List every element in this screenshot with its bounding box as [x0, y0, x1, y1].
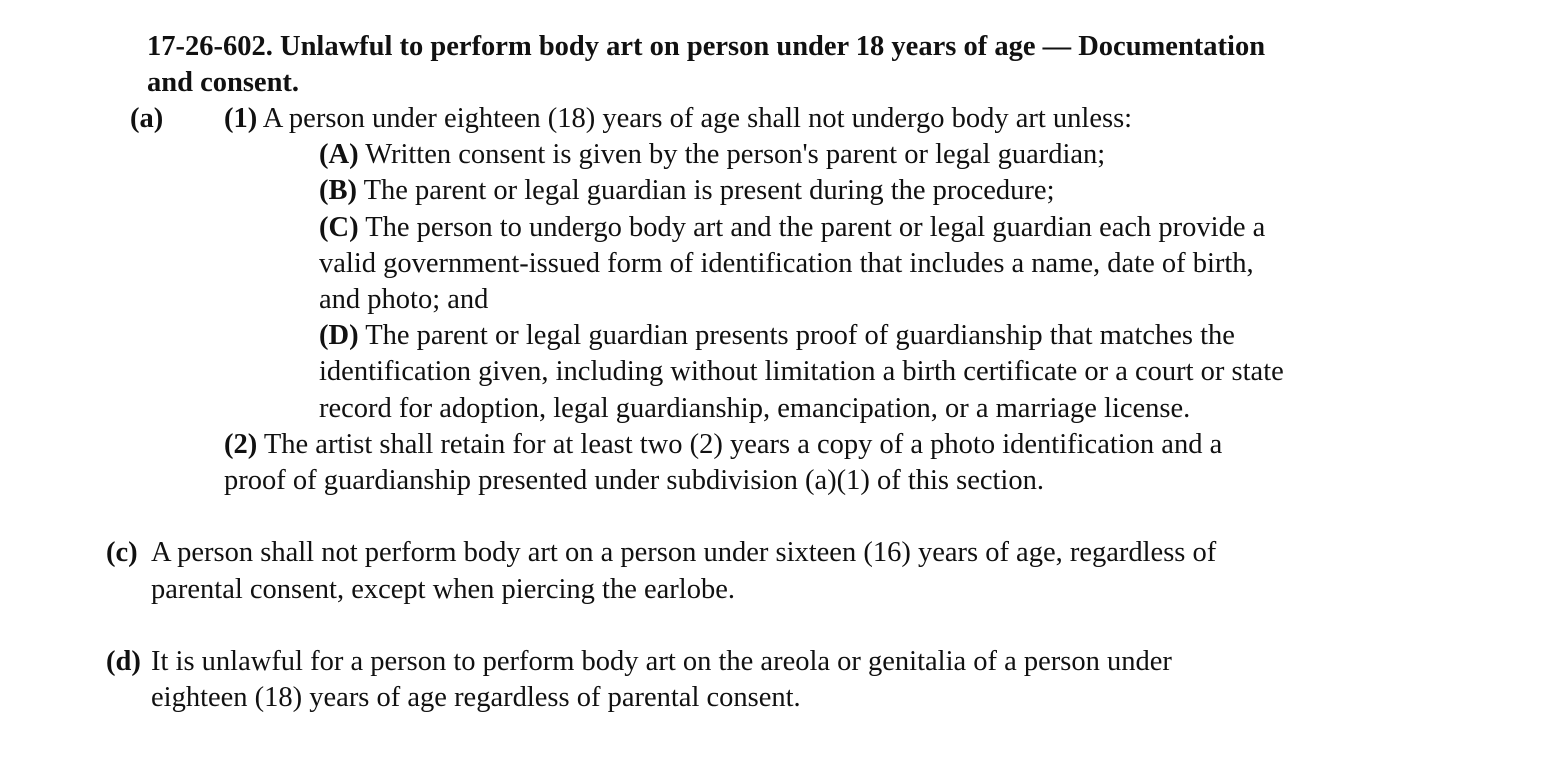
item-c-label: (C) [319, 212, 359, 243]
subsection-c-label: (c) [106, 537, 138, 568]
item-c-text-1: The person to undergo body art and the parent or legal guardian each provide a [365, 212, 1266, 243]
item-c-line-3: and photo; and [319, 284, 489, 315]
item-a-text: Written consent is given by the person's parent or legal guardian; [365, 139, 1106, 170]
paragraph-2-line-1 [224, 427, 1222, 463]
paragraph-1 [224, 101, 1132, 137]
subsection-d-line-1: It is unlawful for a person to perform body art on the areola or genitalia of a person under [151, 646, 1172, 677]
subsection-d-label: (d) [106, 646, 141, 677]
item-d-line-2: identification given, including without limitation a birth certificate or a court or state [319, 356, 1284, 387]
item-c-line-2: valid government-issued form of identification that includes a name, date of birth, [319, 248, 1254, 279]
section-title-line-1: 17-26-602. Unlawful to perform body art on person under 18 years of age — Documentation [147, 31, 1266, 62]
subsection-a-label: (a) [130, 103, 164, 134]
item-c-line-1 [319, 210, 1265, 246]
item-d-line-3: record for adoption, legal guardianship, emancipation, or a marriage license. [319, 393, 1191, 424]
item-d-text-1: The parent or legal guardian presents proof of guardianship that matches the [365, 320, 1235, 351]
item-b-text: The parent or legal guardian is present during the procedure; [363, 175, 1055, 206]
item-a-label: (A) [319, 139, 359, 170]
subsection-d-line-2: eighteen (18) years of age regardless of parental consent. [151, 682, 801, 713]
item-b-label: (B) [319, 175, 357, 206]
subsection-c-line-2: parental consent, except when piercing the earlobe. [151, 574, 735, 605]
item-b [319, 173, 1055, 209]
paragraph-1-label: (1) [224, 103, 258, 134]
paragraph-2-label: (2) [224, 429, 258, 460]
section-title-line-2: and consent. [147, 67, 300, 98]
paragraph-2-text-1: The artist shall retain for at least two (2) years a copy of a photo identification and a [263, 429, 1223, 460]
paragraph-1-text: A person under eighteen (18) years of age shall not undergo body art unless: [262, 103, 1133, 134]
paragraph-2-line-2: proof of guardianship presented under subdivision (a)(1) of this section. [224, 465, 1044, 496]
subsection-c-line-1: A person shall not perform body art on a person under sixteen (16) years of age, regardless of [151, 537, 1217, 568]
item-a [319, 137, 1105, 173]
item-d-label: (D) [319, 320, 359, 351]
item-d-line-1 [319, 318, 1235, 354]
